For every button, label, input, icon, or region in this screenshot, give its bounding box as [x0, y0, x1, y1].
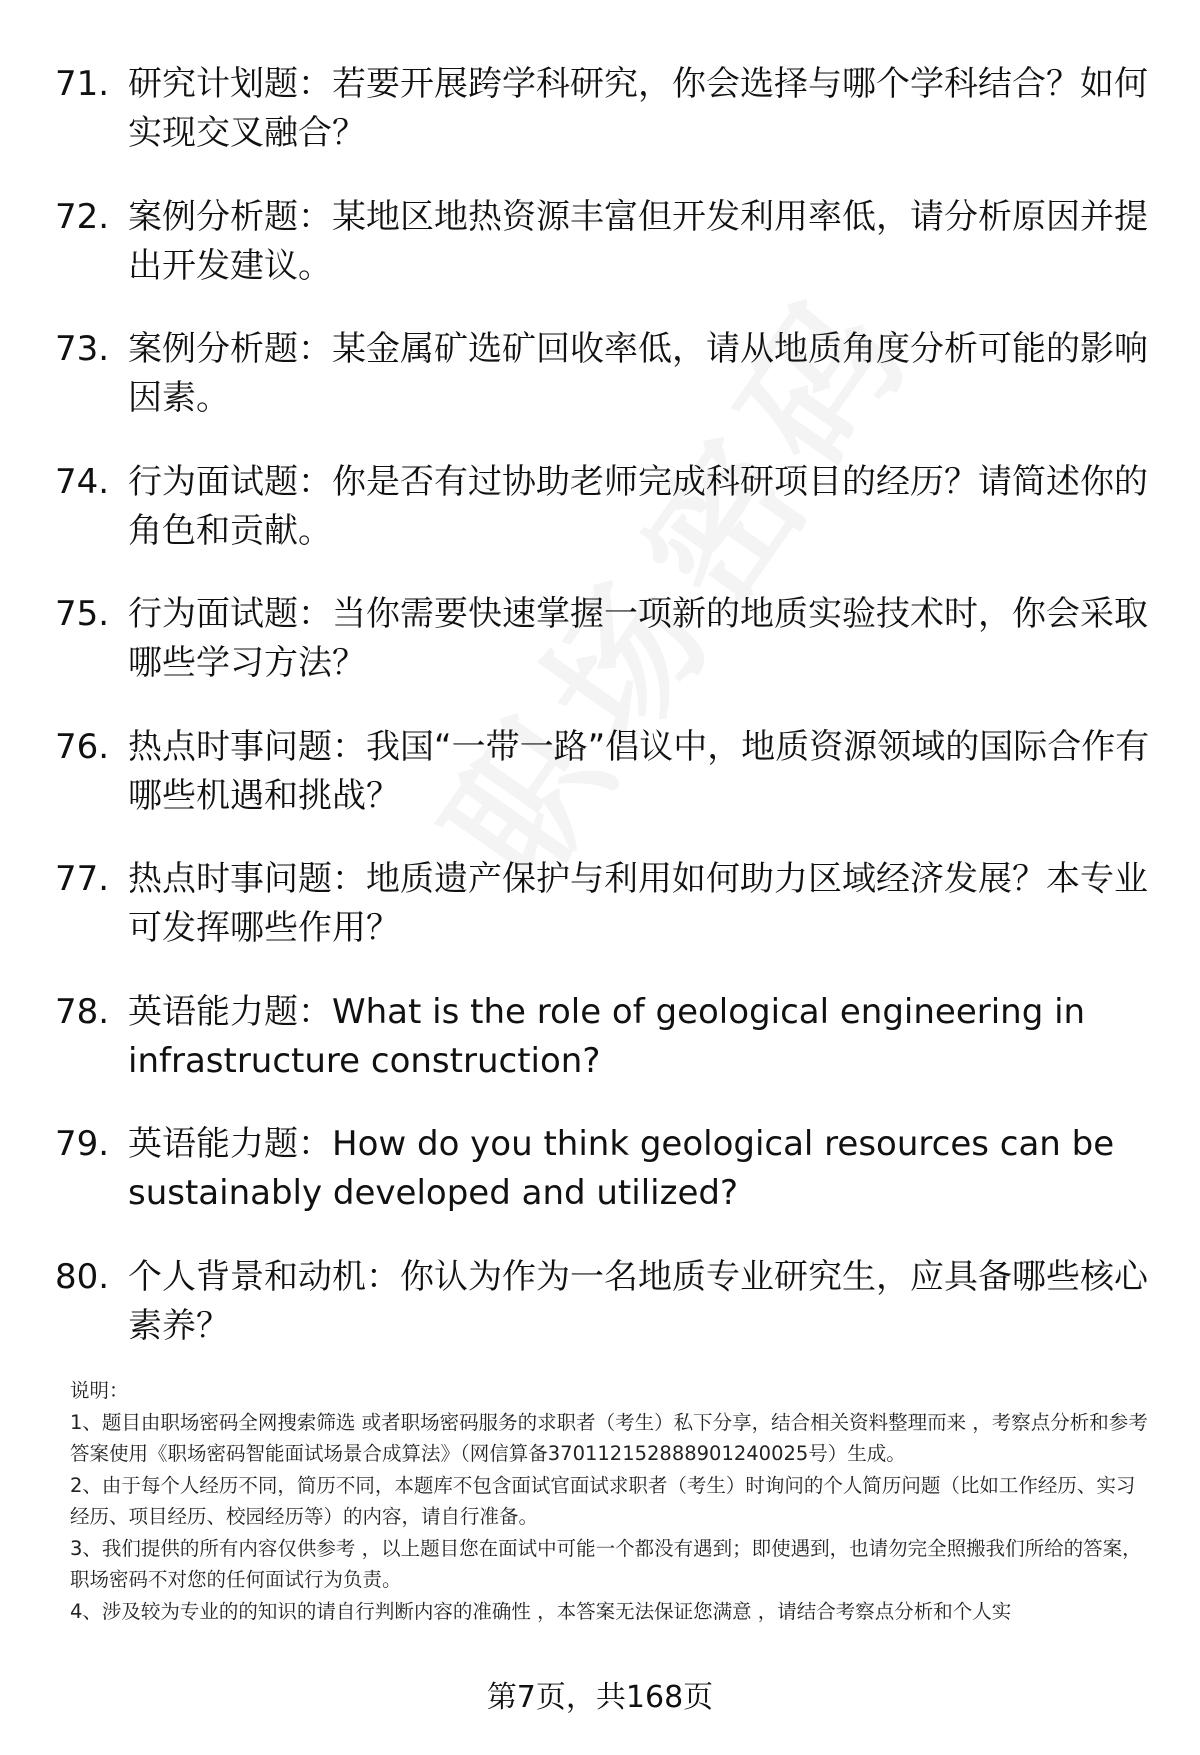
- question-item: [0, 845, 1200, 978]
- question-item: [0, 1243, 1200, 1376]
- note-item: 4、涉及较为专业的的知识的请自行判断内容的准确性 ，本答案无法保证您满意 ，请结合考察点分析和个人实: [70, 1599, 1012, 1623]
- question-text: 行为面试题：当你需要快速掌握一项新的地质实验技术时，你会采取哪些学习方法？: [128, 594, 1148, 683]
- question-item: [0, 580, 1200, 713]
- question-item: [0, 50, 1200, 183]
- question-number: 78.: [55, 991, 110, 1032]
- question-text: 案例分析题：某金属矿选矿回收率低，请从地质角度分析可能的影响因素。: [128, 329, 1148, 418]
- question-number: 76.: [55, 726, 110, 767]
- question-text: 英语能力题：What is the role of geological engineering in infrastructure construction?: [128, 991, 1086, 1081]
- question-number: 79.: [55, 1124, 110, 1164]
- question-text: 热点时事问题：我国“一带一路”倡议中，地质资源领域的国际合作有哪些机遇和挑战？: [128, 726, 1150, 816]
- note-item: 2、由于每个人经历不同，简历不同，本题库不包含面试官面试求职者（考生）时询问的个人简历问题（比如工作经历、实习经历、项目经历、校园经历等）的内容，请自行准备。: [70, 1473, 1136, 1528]
- question-number: 80.: [55, 1256, 110, 1297]
- question-number: 74.: [55, 461, 110, 502]
- question-text: 英语能力题：How do you think geological resources can be sustainably developed and utilized?: [128, 1124, 1115, 1213]
- question-item: [0, 978, 1200, 1111]
- question-item: [0, 315, 1200, 448]
- question-number: 73.: [55, 329, 110, 369]
- notes-section: [70, 1375, 1150, 1627]
- question-item: [0, 448, 1200, 581]
- question-item: [0, 713, 1200, 846]
- question-text: 热点时事问题：地质遗产保护与利用如何助力区域经济发展？本专业可发挥哪些作用？: [128, 859, 1148, 948]
- question-list: [0, 50, 1200, 1375]
- question-number: 72.: [55, 196, 110, 237]
- question-number: 75.: [55, 594, 110, 634]
- note-item: 1、题目由职场密码全网搜索筛选 或者职场密码服务的求职者（考生）私下分享，结合相关资料整理而来 ，考察点分析和参考答案使用《职场密码智能面试场景合成算法》（网信算备370112152888901240025号）生成。: [70, 1410, 1148, 1465]
- question-text: 行为面试题：你是否有过协助老师完成科研项目的经历？请简述你的角色和贡献。: [128, 461, 1148, 551]
- question-text: 案例分析题：某地区地热资源丰富但开发利用率低，请分析原因并提出开发建议。: [128, 196, 1148, 286]
- notes-heading: 说明：: [70, 1379, 129, 1402]
- question-number: 77.: [55, 859, 110, 899]
- page-footer: 第7页，共168页: [486, 1680, 714, 1715]
- question-item: [0, 183, 1200, 316]
- question-text: 研究计划题：若要开展跨学科研究，你会选择与哪个学科结合？如何实现交叉融合？: [128, 64, 1148, 153]
- note-item: 3、我们提供的所有内容仅供参考 ，以上题目您在面试中可能一个都没有遇到；即使遇到，也请勿完全照搬我们所给的答案，职场密码不对您的任何面试行为负责。: [70, 1536, 1142, 1591]
- question-item: [0, 1110, 1200, 1243]
- question-number: 71.: [55, 64, 110, 104]
- question-text: 个人背景和动机：你认为作为一名地质专业研究生，应具备哪些核心素养？: [128, 1256, 1148, 1346]
